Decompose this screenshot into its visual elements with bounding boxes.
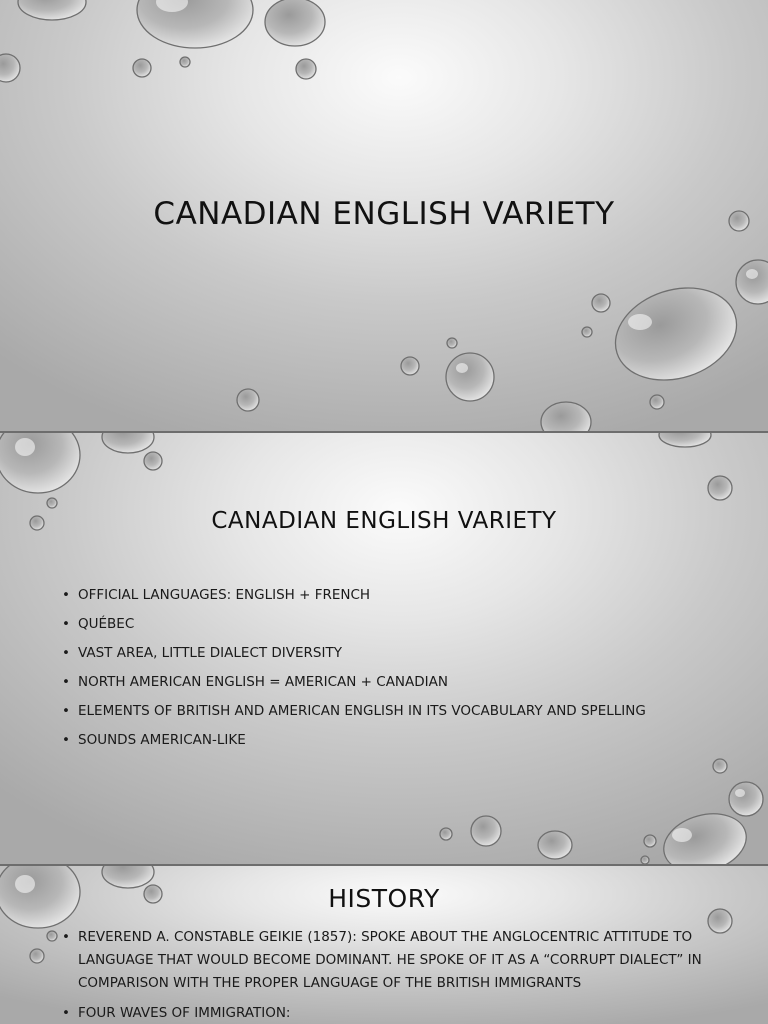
list-item: • SOUNDS AMERICAN-LIKE <box>62 732 722 748</box>
content-slide <box>0 433 768 864</box>
list-item: • REVEREND A. CONSTABLE GEIKIE (1857): SPOKE ABOUT THE ANGLOCENTRIC ATTITUDE TO LANGUAGE THAT WOULD BECOME DOMINANT. HE SPOKE OF IT AS A “CORRUPT DIALECT” IN COMPARISON WITH THE PROPER LANGUAGE OF THE BRITISH IMMIGRANTS <box>62 926 722 995</box>
slide-title: HISTORY <box>328 884 440 913</box>
list-item: • FOUR WAVES OF IMMIGRATION: <box>62 1002 722 1024</box>
slide-title: CANADIAN ENGLISH VARIETY <box>153 196 615 232</box>
bullet-list <box>62 587 722 761</box>
history-slide <box>0 866 768 1024</box>
list-item: • ELEMENTS OF BRITISH AND AMERICAN ENGLISH IN ITS VOCABULARY AND SPELLING <box>62 703 722 719</box>
bullet-list <box>62 926 722 1024</box>
title-slide <box>0 0 768 431</box>
list-item: • QUÉBEC <box>62 616 722 632</box>
slide-title: CANADIAN ENGLISH VARIETY <box>211 508 557 534</box>
list-item: • OFFICIAL LANGUAGES: ENGLISH + FRENCH <box>62 587 722 603</box>
list-item: • VAST AREA, LITTLE DIALECT DIVERSITY <box>62 645 722 661</box>
list-item: • NORTH AMERICAN ENGLISH = AMERICAN + CANADIAN <box>62 674 722 690</box>
